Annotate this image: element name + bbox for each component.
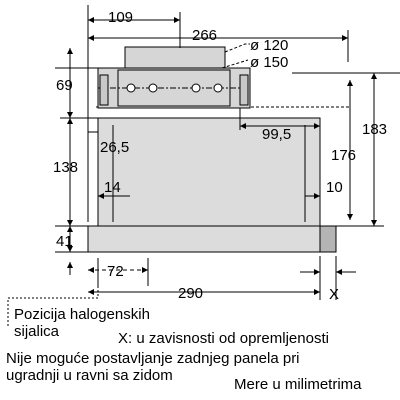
dim-26-5-label: 26,5 xyxy=(100,139,130,156)
side-bracket xyxy=(100,75,108,105)
dim-72-label: 72 xyxy=(107,263,124,280)
dim-10-label: 10 xyxy=(326,179,343,196)
mount-hole xyxy=(192,84,200,92)
dim-266-label: 266 xyxy=(192,27,218,44)
dim-109-label: 109 xyxy=(108,9,134,26)
dim-138-label: 138 xyxy=(53,159,79,176)
mount-hole xyxy=(127,84,135,92)
filter-strip xyxy=(88,226,320,252)
rear-panel-note-line2: ugradnji u ravni sa zidom xyxy=(6,367,173,384)
side-bracket xyxy=(240,75,248,105)
units-note: Mere u milimetrima xyxy=(234,376,362,393)
rear-panel-note-line1: Nije moguće postavljanje zadnjeg panela pri xyxy=(6,350,300,367)
dim-183-label: 183 xyxy=(362,121,388,138)
dim-150-label: ø 150 xyxy=(250,54,289,71)
dim-69-label: 69 xyxy=(56,77,73,94)
dim-41-label: 41 xyxy=(56,233,73,250)
dim-120-label: ø 120 xyxy=(250,37,289,54)
halogen-note-line1: Pozicija halogenskih xyxy=(14,306,150,323)
dim-14-label: 14 xyxy=(104,179,121,196)
dia-120-leader xyxy=(225,44,250,52)
front-panel xyxy=(320,226,336,252)
dim-99-5-label: 99,5 xyxy=(262,126,292,143)
duct-connector xyxy=(125,47,225,68)
dim-x-label: X xyxy=(329,286,340,303)
mount-hole xyxy=(214,84,222,92)
dim-176-label: 176 xyxy=(331,147,357,164)
dia-150-leader xyxy=(222,60,248,68)
x-note: X: u zavisnosti od opremljenosti xyxy=(118,330,329,347)
dim-290-label: 290 xyxy=(178,285,204,302)
mount-hole xyxy=(149,84,157,92)
halogen-note-line2: sijalica xyxy=(14,323,60,340)
